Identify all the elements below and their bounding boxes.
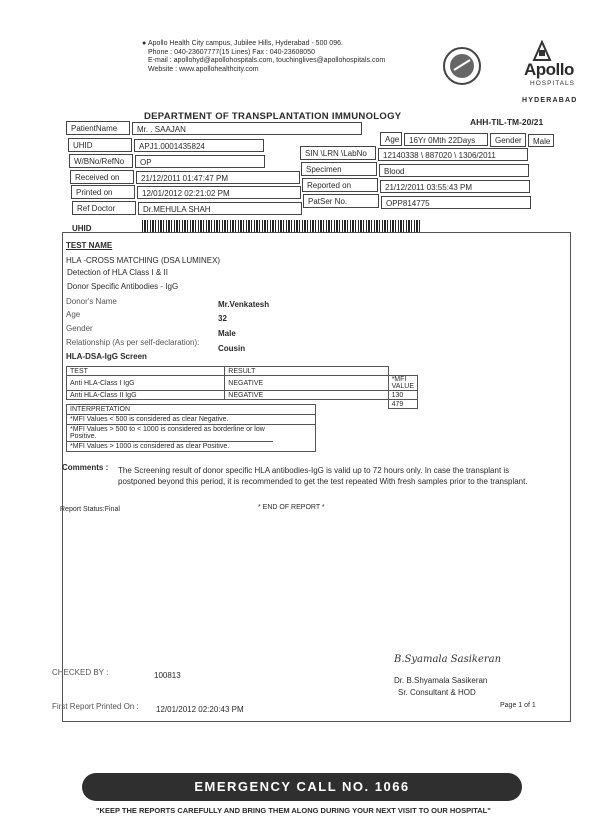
document-id: AHH-TIL-TM-20/21 <box>470 117 544 127</box>
refdoc-label-cell: Ref Doctor <box>72 201 136 215</box>
age-label-cell: Age <box>380 132 402 146</box>
patient-name-label-cell: PatientName <box>66 121 130 135</box>
test-line: HLA -CROSS MATCHING (DSA LUMINEX) <box>66 256 221 265</box>
reported-cell <box>380 180 530 193</box>
wbno-value: OP <box>140 158 152 167</box>
signer-title: Sr. Consultant & HOD <box>398 688 476 697</box>
received-label-cell: Received on <box>70 170 134 184</box>
mfi-header-cell: *MFI VALUE <box>388 376 417 391</box>
th-test: TEST <box>67 367 225 376</box>
th-result: RESULT <box>225 367 388 376</box>
reported-label-cell: Reported on <box>302 178 378 192</box>
donor-name: Mr.Venkatesh <box>218 300 270 309</box>
test-line: Donor Specific Antibodies - IgG <box>67 282 179 291</box>
result-cell: NEGATIVE <box>225 391 388 400</box>
checked-by: 100813 <box>154 671 181 680</box>
patient-name: Mr. . SAAJAN <box>137 125 186 134</box>
uhid-cell <box>134 139 264 152</box>
address-line: Phone : 040-23607777(15 Lines) Fax : 040-23608050 <box>148 48 315 56</box>
first-printed-label: First Report Printed On : <box>52 702 139 711</box>
donor-age: 32 <box>218 314 227 323</box>
test-cell: Anti HLA-Class II IgG <box>67 391 225 400</box>
test-cell: Anti HLA-Class I IgG <box>67 376 225 391</box>
table-header-row <box>67 367 418 376</box>
interpretation-line: *MFI Values < 500 is considered as clear Negative. <box>67 415 315 425</box>
footer-note: "KEEP THE REPORTS CAREFULLY AND BRING THEM ALONG DURING YOUR NEXT VISIT TO OUR HOSPITAL" <box>96 806 491 815</box>
specimen-label-cell: Specimen <box>301 162 377 176</box>
checked-by-label: CHECKED BY : <box>52 668 109 677</box>
result-cell: NEGATIVE <box>225 376 388 391</box>
emergency-banner: EMERGENCY CALL NO. 1066 <box>82 773 522 801</box>
patser-cell <box>381 196 531 209</box>
uhid-barcode-label: UHID <box>72 224 92 233</box>
interpretation-title: INTERPRETATION <box>67 405 315 415</box>
donor-age-label: Age <box>66 310 81 319</box>
first-printed: 12/01/2012 02:20:43 PM <box>156 705 244 714</box>
comments-text: The Screening result of donor specific HLA antibodies-IgG is valid up to 72 hours only. In case the transplant is postponed beyond this period, it is recommended to get the test repeated With fresh samples prior to the transplant. <box>118 466 528 486</box>
result-table <box>66 366 418 409</box>
uhid-label-cell: UHID <box>68 138 132 152</box>
hospital-address <box>142 40 386 74</box>
age-cell <box>404 133 488 146</box>
mfi-cell: 130 <box>388 391 417 400</box>
refdoc-cell <box>138 202 302 215</box>
received-value: 21/12/2011 01:47:47 PM <box>141 174 229 183</box>
department-title: DEPARTMENT OF TRANSPLANTATION IMMUNOLOGY <box>144 111 402 122</box>
printed-cell <box>137 186 301 199</box>
patser-value: OPP814775 <box>386 199 430 208</box>
end-of-report: * END OF REPORT * <box>258 504 325 511</box>
sin-cell <box>378 148 528 161</box>
relationship: Cousin <box>218 344 246 353</box>
comments-label: Comments : <box>62 463 109 472</box>
page-number: Page 1 of 1 <box>500 702 536 709</box>
table-row <box>67 376 418 391</box>
uhid-value: APJ1.0001435824 <box>139 142 205 151</box>
sin-label-cell: SIN \LRN \LabNo <box>300 146 376 160</box>
patient-name-cell <box>132 122 362 135</box>
signature: B.Syamala Sasikeran <box>394 654 502 665</box>
specimen-cell <box>379 164 529 177</box>
table-row <box>67 391 418 400</box>
interpretation-line: *MFI Values > 500 to < 1000 is considered as borderline or low Positive. <box>67 425 273 442</box>
barcode-icon <box>142 220 422 232</box>
signer-name: Dr. B.Shyamala Sasikeran <box>394 676 488 685</box>
gender-cell <box>528 134 554 147</box>
printed-value: 12/01/2012 02:21:02 PM <box>142 189 230 198</box>
specimen-value: Blood <box>384 167 405 176</box>
mfi-cell: 479 <box>388 400 417 409</box>
logo-city: HYDERABAD <box>522 97 578 104</box>
gender-label-cell: Gender <box>490 133 526 147</box>
logo-sub: HOSPITALS <box>530 80 576 87</box>
test-name-heading: TEST NAME <box>66 241 113 250</box>
wbno-cell <box>135 155 265 168</box>
bullet-icon: ● <box>142 40 147 47</box>
received-cell <box>136 171 300 184</box>
relationship-label: Relationship (As per self-declaration): <box>66 338 200 347</box>
logo-name: Apollo <box>524 60 574 79</box>
patser-label-cell: PatSer No. <box>303 194 379 208</box>
donor-gender: Male <box>218 329 236 338</box>
donor-gender-label: Gender <box>66 324 93 333</box>
address-line: Website : www.apollohealthcity.com <box>148 65 259 73</box>
patient-gender: Male <box>533 137 551 146</box>
address-line: Apollo Health City campus, Jubilee Hills, Hyderabad - 500 096. <box>148 40 343 47</box>
test-line: Detection of HLA Class I & II <box>67 268 168 277</box>
screen-title: HLA-DSA-IgG Screen <box>66 352 147 361</box>
interpretation-box <box>66 404 316 452</box>
donor-name-label: Donor's Name <box>66 297 117 306</box>
reported-value: 21/12/2011 03:55:43 PM <box>385 183 473 192</box>
patient-age: 16Yr 0Mth 22Days <box>409 136 476 145</box>
accreditation-seal-icon <box>442 46 482 86</box>
printed-label-cell: Printed on <box>71 185 135 199</box>
interpretation-line: *MFI Values > 1000 is considered as clear Positive. <box>70 443 230 450</box>
refdoc-value: Dr.MEHULA SHAH <box>143 205 211 214</box>
wbno-label-cell: W/BNo/RefNo <box>69 154 133 168</box>
sin-value: 12140338 \ 887020 \ 1306/2011 <box>383 151 496 160</box>
report-status: Report Status:Final <box>60 506 120 513</box>
address-line: E-mail : apollohyd@apollohospitals.com, touchinglives@apollohospitals.com <box>148 57 386 64</box>
